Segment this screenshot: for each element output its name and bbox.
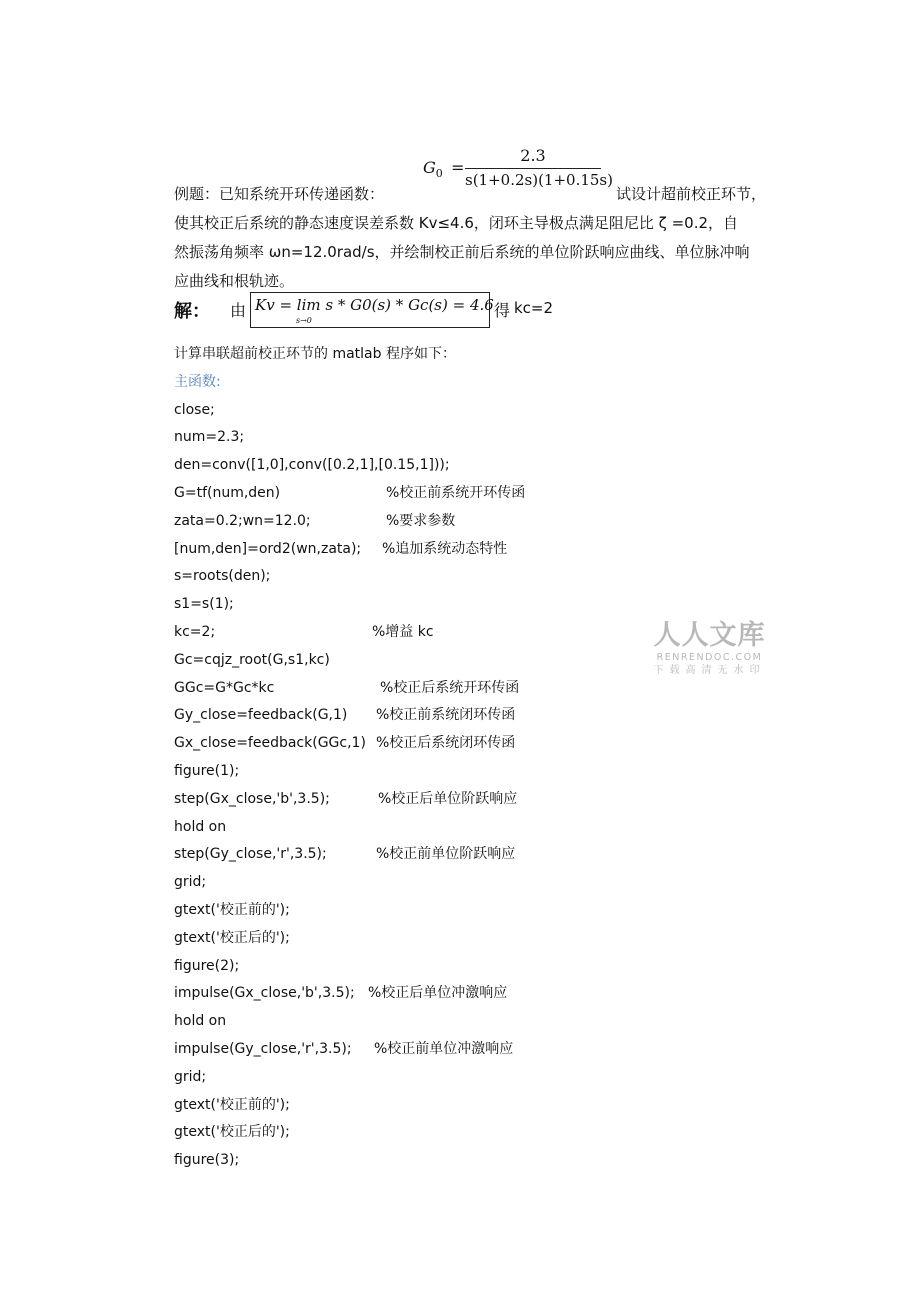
- code-statement: figure(1);: [174, 762, 240, 779]
- code-comment: %校正后单位冲激响应: [368, 985, 508, 1002]
- code-line: [174, 536, 784, 564]
- code-statement: grid;: [174, 1068, 207, 1085]
- watermark: [647, 620, 772, 678]
- code-line: [174, 563, 784, 591]
- code-statement: G=tf(num,den): [174, 484, 281, 501]
- code-comment: %校正前单位冲激响应: [374, 1040, 514, 1057]
- code-statement: num=2.3;: [174, 429, 245, 446]
- code-lines: [174, 397, 784, 1175]
- watermark-subtitle: 下载高清无水印: [653, 665, 766, 676]
- code-comment: %校正前系统闭环传函: [376, 707, 516, 724]
- fraction-bar: [465, 168, 601, 169]
- code-statement: step(Gx_close,'b',3.5);: [174, 790, 330, 807]
- code-line: [174, 1008, 784, 1036]
- code-statement: close;: [174, 401, 215, 418]
- code-statement: figure(3);: [174, 1152, 240, 1169]
- code-statement: impulse(Gx_close,'b',3.5);: [174, 985, 355, 1002]
- code-comment: %要求参数: [386, 512, 456, 529]
- boxed-formula: [250, 292, 494, 328]
- formula-equals: =: [451, 158, 465, 177]
- code-statement: [num,den]=ord2(wn,zata);: [174, 540, 362, 557]
- solution-label: 解：: [174, 301, 210, 322]
- code-comment: %校正前系统开环传函: [386, 484, 526, 501]
- code-line: [174, 424, 784, 452]
- code-line: [174, 980, 784, 1008]
- code-comment: %校正前单位阶跃响应: [376, 846, 516, 863]
- code-line: [174, 508, 784, 536]
- code-statement: gtext('校正前的');: [174, 1096, 290, 1113]
- code-statement: s=roots(den);: [174, 568, 271, 585]
- code-line: [174, 925, 784, 953]
- code-line: [174, 480, 784, 508]
- matlab-code-listing: [174, 341, 784, 1175]
- watermark-domain: RENRENDOC.COM: [656, 652, 763, 663]
- code-statement: den=conv([1,0],conv([0.2,1],[0.15,1]));: [174, 457, 450, 474]
- code-statement: GGc=G*Gc*kc: [174, 679, 275, 696]
- code-line: [174, 953, 784, 981]
- code-statement: gtext('校正后的');: [174, 1124, 290, 1141]
- code-comment: %增益 kc: [372, 623, 434, 640]
- problem-line-1: 例题：已知系统开环传递函数： 试设计超前校正环节，: [174, 185, 767, 203]
- problem-line-3: 然振荡角频率 ωn=12.0rad/s，并绘制校正前后系统的单位阶跃响应曲线、单位脉冲响: [174, 243, 750, 261]
- kv-formula: Kv = lim s * G0(s) * Gc(s) = 4.6: [255, 296, 494, 314]
- code-line: [174, 786, 784, 814]
- code-statement: kc=2;: [174, 623, 216, 640]
- code-line: [174, 1147, 784, 1175]
- code-line: [174, 841, 784, 869]
- code-line: [174, 675, 784, 703]
- code-line: [174, 591, 784, 619]
- code-statement: step(Gy_close,'r',3.5);: [174, 846, 327, 863]
- code-line: [174, 897, 784, 925]
- code-statement: gtext('校正前的');: [174, 901, 290, 918]
- code-line: [174, 397, 784, 425]
- code-statement: grid;: [174, 874, 207, 891]
- code-line: [174, 452, 784, 480]
- code-line: [174, 1064, 784, 1092]
- code-statement: figure(2);: [174, 957, 240, 974]
- problem-statement: [174, 180, 784, 296]
- code-comment: %校正后系统闭环传函: [376, 735, 516, 752]
- solution-line: [174, 292, 774, 330]
- formula-denominator: s(1+0.2s)(1+0.15s): [465, 171, 613, 189]
- formula-lhs: $G_0$: [423, 158, 443, 181]
- code-line: [174, 758, 784, 786]
- code-statement: Gx_close=feedback(GGc,1): [174, 735, 366, 752]
- code-line: [174, 1119, 784, 1147]
- problem-line-2: 使其校正后系统的静态速度误差系数 Kv≤4.6，闭环主导极点满足阻尼比 ζ =0.2，自: [174, 214, 739, 232]
- problem-line-4: 应曲线和根轨迹。: [174, 272, 295, 290]
- code-line: [174, 730, 784, 758]
- code-line: [174, 1036, 784, 1064]
- code-statement: zata=0.2;wn=12.0;: [174, 512, 311, 529]
- code-line: [174, 869, 784, 897]
- limit-subscript: s→0: [296, 316, 312, 325]
- code-statement: gtext('校正后的');: [174, 929, 290, 946]
- code-statement: Gc=cqjz_root(G,s1,kc): [174, 651, 330, 668]
- solution-suffix: 得: [494, 301, 511, 320]
- code-comment: %追加系统动态特性: [382, 540, 508, 557]
- code-line: [174, 702, 784, 730]
- code-comment: %校正后单位阶跃响应: [378, 790, 518, 807]
- code-statement: hold on: [174, 1013, 227, 1030]
- watermark-title: 人人文库: [653, 620, 766, 651]
- solution-prefix: 由: [230, 301, 247, 320]
- section-label: 主函数:: [174, 373, 221, 390]
- code-comment: %校正后系统开环传函: [380, 679, 520, 696]
- code-statement: Gy_close=feedback(G,1): [174, 707, 348, 724]
- code-intro: 计算串联超前校正环节的 matlab 程序如下：: [174, 346, 456, 362]
- solution-result: kc=2: [514, 299, 554, 317]
- code-statement: hold on: [174, 818, 227, 835]
- code-line: [174, 814, 784, 842]
- formula-numerator: 2.3: [520, 146, 546, 165]
- code-statement: impulse(Gy_close,'r',3.5);: [174, 1040, 352, 1057]
- code-line: [174, 1092, 784, 1120]
- code-statement: s1=s(1);: [174, 596, 234, 613]
